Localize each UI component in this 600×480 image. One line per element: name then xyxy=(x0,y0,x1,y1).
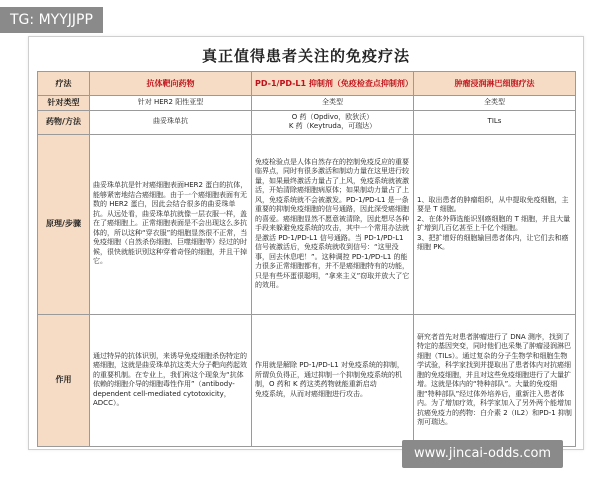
drug-cell-pd1: O 药（Opdivo，欧狄沃） K 药（Keytruda，可瑞达） xyxy=(252,110,414,134)
principle-cell-pd1: 免疫检验点是人体自然存在的控制免疫反应的重要临界点，同时有很多激活和制动力量在这里进行较量，如果最终激活力量占了上风，免疫系统就被激活，开始清除癌细胞病原体；如果制动力量占了上风，免疫系统就不会被激发。PD-1/PD-L1 是一条重要的抑制免疫细胞的信号通路，因此深受癌细胞的喜爱。癌细胞显然不愿意被清除，因此想尽各种手段来躲避免疫系统的攻击，其中一个常用办法就是激活 PD-1/PD-L1 信号通路。当 PD-1/PD-L1 信号被激活后，免疫系统就收到信号：“这里没事，回去休息吧！”。这种调控 PD-1/PD-L1 的能力很多正常细胞都有，并不是癌细胞特有的功能，只是有些坏蛋很聪明，“拿来主义”窃取并放大了它的效用。 xyxy=(252,134,414,314)
effect-row xyxy=(38,314,576,446)
document-image xyxy=(28,36,584,450)
drug-row xyxy=(38,110,576,134)
effect-cell-pd1: 作用就是解除 PD-1/PD-L1 对免疫系统的抑制，所谓负负得正，通过抑制一个抑制免疫系统的机制，O 药和 K 药这类药物就能重新启动 免疫系统，从而对癌细胞进行攻击。 xyxy=(252,314,414,446)
row-label-therapy: 疗法 xyxy=(38,72,90,96)
effect-cell-antibody: 通过特异的抗体识别，来诱导免疫细胞杀伤特定的癌细胞，这就是曲妥珠单抗这类大分子靶向药起效的重要机制。在专业上，我们称这个现象为“抗体依赖的细胞介导的细胞毒性作用”（antibody-dependent cell-mediated cytotoxicity，ADCC）。 xyxy=(90,314,252,446)
therapy-comparison-table xyxy=(37,71,576,447)
row-label-target: 针对类型 xyxy=(38,96,90,111)
col-header-pd1: PD-1/PD-L1 抑制剂（免疫检查点抑制剂） xyxy=(252,72,414,96)
principle-cell-antibody: 曲妥珠单抗是针对癌细胞表面HER2 蛋白的抗体，能够紧密地结合癌细胞。由于一个癌细胞表面有无数的 HER2 蛋白，因此会结合很多的曲妥珠单抗。从远处看，曲妥珠单抗就像一层衣服一样，盖在了癌细胞上。正常细胞表面是不会出现这么多抗体的，所以这种“穿衣服”的细胞显然很不正常，当免疫细胞（自然杀伤细胞、巨噬细胞等）经过的时候，很快就能识别这种穿着奇怪的细胞，并且干掉它。 xyxy=(90,134,252,314)
principle-cell-tils: 1、取出患者的肿瘤组织，从中提取免疫细胞，主要是 T 细胞。 2、在体外筛选能识别癌细胞的 T 细胞，并且大量扩增到几百亿甚至上千亿个细胞。 3、把扩增好的细胞输回患者体内，让它们去和癌细胞 PK。 xyxy=(414,134,576,314)
row-label-principle: 原理/步骤 xyxy=(38,134,90,314)
target-cell-tils: 全类型 xyxy=(414,96,576,111)
col-header-tils: 肿瘤浸润淋巴细胞疗法 xyxy=(414,72,576,96)
channel-tag: TG: MYYJJPP xyxy=(0,7,103,33)
row-label-drug: 药物/方法 xyxy=(38,110,90,134)
effect-cell-tils: 研究者首先对患者肿瘤进行了 DNA 测序，找到了特定的基因突变，同时他们也采集了肿瘤浸润淋巴细胞（TILs）。通过复杂的分子生物学和细胞生物学试验，科学家找到并提取出了患者体内对抗癌细胞的免疫细胞，并且对这些免疫细胞进行了大量扩增。这就是体内的“特种部队”。大量的免疫细胞“特种部队”经过体外培养后，重新注入患者体内。为了增加疗效，科学家加入了另外两个能增加抗癌免疫力的药物：白介素 2（IL2）和PD-1 抑制剂可瑞达。 xyxy=(414,314,576,446)
drug-cell-antibody: 曲妥珠单抗 xyxy=(90,110,252,134)
principle-row xyxy=(38,134,576,314)
drug-cell-tils: TILs xyxy=(414,110,576,134)
col-header-antibody: 抗体靶向药物 xyxy=(90,72,252,96)
page-title: 真正值得患者关注的免疫疗法 xyxy=(201,47,410,65)
target-cell-antibody: 针对 HER2 阳性亚型 xyxy=(90,96,252,111)
watermark-badge: www.jincai-odds.com xyxy=(402,440,563,468)
target-row xyxy=(38,96,576,111)
header-row xyxy=(38,72,576,96)
target-cell-pd1: 全类型 xyxy=(252,96,414,111)
row-label-effect: 作用 xyxy=(38,314,90,446)
